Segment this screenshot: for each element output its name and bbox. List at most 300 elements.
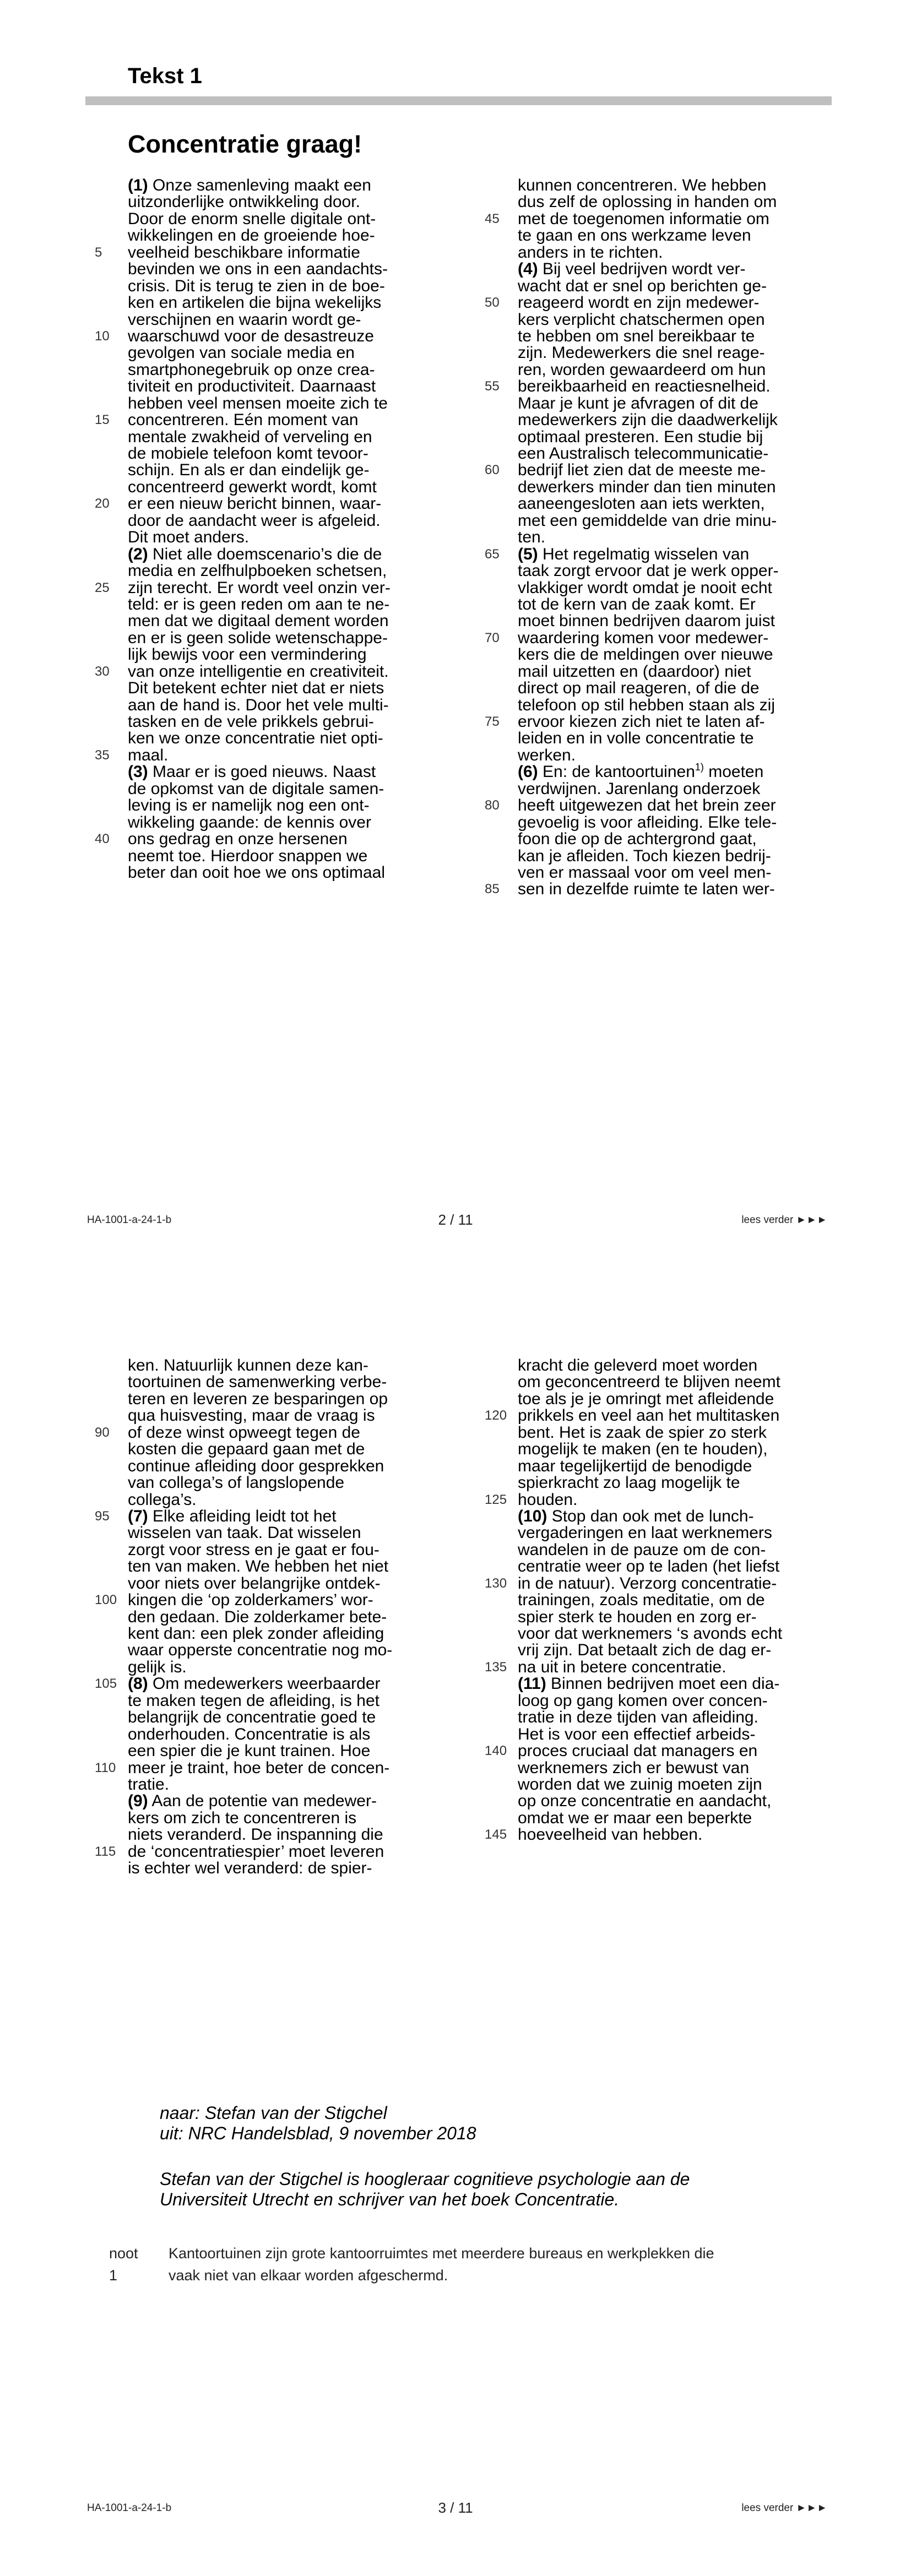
- paragraph-number: (9): [128, 1792, 148, 1811]
- line-text: in de natuur). Verzorg concentratie-: [518, 1574, 777, 1593]
- text-line: [518, 429, 854, 445]
- text-line: [128, 1726, 464, 1743]
- line-text: ten.: [518, 528, 546, 547]
- line-text: Dit betekent echter niet dat er niets: [128, 679, 384, 698]
- text-line: [128, 479, 464, 496]
- line-text: foon die op de achtergrond gaat,: [518, 830, 757, 849]
- text-line: [128, 194, 464, 210]
- line-text: kers om zich te concentreren is: [128, 1808, 357, 1827]
- text-line: [128, 462, 464, 479]
- text-line: [128, 1642, 464, 1659]
- line-text: kers verplicht chatschermen open: [518, 310, 765, 329]
- line-number: 40: [95, 832, 110, 847]
- line-text: hebben veel mensen moeite zich te: [128, 394, 388, 412]
- line-text: met een gemiddelde van drie minu-: [518, 511, 777, 530]
- line-text: mail uitzetten en (daardoor) niet: [518, 662, 751, 681]
- text-line: [485, 1657, 854, 1676]
- text-column-right: [485, 176, 854, 899]
- line-text: werken.: [518, 746, 576, 764]
- line-text: een spier die je kunt trainen. Hoe: [128, 1742, 371, 1760]
- line-text: Het regelmatig wisselen van: [538, 545, 750, 563]
- line-text: taak zorgt ervoor dat je werk opper-: [518, 562, 779, 580]
- line-text: vlakkiger wordt omdat je nooit echt: [518, 578, 772, 597]
- footnote-marker: 1): [695, 762, 704, 773]
- line-text: worden dat we zuinig moeten zijn: [518, 1775, 762, 1794]
- text-line: [518, 1542, 854, 1558]
- text-line: [518, 278, 854, 295]
- text-line: [95, 327, 464, 345]
- text-line: [128, 1626, 464, 1642]
- text-line: [128, 596, 464, 613]
- page-number: 2 / 11: [438, 1211, 473, 1228]
- text-line: [518, 1508, 854, 1525]
- page-3: [0, 1288, 911, 2576]
- text-line: [518, 177, 854, 194]
- line-number: 35: [95, 747, 110, 763]
- line-text: heeft uitgewezen dat het brein zeer: [518, 796, 776, 815]
- line-text: leving is er namelijk nog een ont-: [128, 796, 370, 815]
- line-text: direct op mail reageren, of die de: [518, 679, 760, 698]
- text-line: [128, 1391, 464, 1407]
- text-line: [518, 831, 854, 847]
- text-line: [128, 697, 464, 714]
- line-text: Maar er is goed nieuws. Naast: [148, 763, 376, 781]
- text-line: [518, 764, 854, 780]
- line-number: 85: [485, 882, 500, 897]
- text-line: [518, 1592, 854, 1608]
- line-text: bereikbaarheid en reactiesnelheid.: [518, 377, 771, 396]
- line-text: moet binnen bedrijven daarom juist: [518, 612, 775, 631]
- line-text: zorgt voor stress en je gaat er fou-: [128, 1540, 379, 1559]
- text-line: [518, 664, 854, 680]
- text-line: [128, 1475, 464, 1491]
- line-text: de opkomst van de digitale samen-: [128, 779, 384, 798]
- line-text: Niet alle doemscenario’s die de: [148, 545, 382, 563]
- line-text: kent dan: een plek zonder afleiding: [128, 1624, 384, 1643]
- line-number: 55: [485, 379, 500, 394]
- line-text: dus zelf de oplossing in handen om: [518, 193, 777, 211]
- text-line: [485, 1406, 854, 1425]
- text-line: [128, 814, 464, 831]
- line-text: kunnen concentreren. We hebben: [518, 176, 767, 194]
- text-line: [128, 529, 464, 546]
- text-line: [128, 1374, 464, 1390]
- text-line: [518, 865, 854, 881]
- footnote-text: [169, 2242, 857, 2286]
- text-line: [518, 1709, 854, 1726]
- text-line: [128, 177, 464, 194]
- line-text: Het is voor een effectief arbeids-: [518, 1725, 756, 1743]
- text-line: [128, 1776, 464, 1793]
- line-text: wacht dat er snel op berichten ge-: [518, 276, 767, 295]
- line-text: teld: er is geen reden om aan te ne-: [128, 595, 390, 613]
- text-line: [95, 1423, 464, 1442]
- text-line: [128, 395, 464, 412]
- line-text: centratie weer op te laden (het liefst: [518, 1557, 780, 1576]
- text-line: [518, 1760, 854, 1776]
- source-attribution: [160, 2103, 821, 2144]
- line-text: ken we onze concentratie niet opti-: [128, 729, 383, 748]
- text-line: [518, 1693, 854, 1709]
- text-line: [518, 848, 854, 865]
- text-line: [95, 1675, 464, 1693]
- line-text: ren, worden gewaardeerd om hun: [518, 360, 766, 379]
- text-line: [128, 295, 464, 311]
- text-line: [128, 1659, 464, 1676]
- text-line: [485, 1574, 854, 1593]
- text-line: [128, 1575, 464, 1592]
- title-rule: [85, 96, 832, 105]
- text-line: [485, 1490, 854, 1509]
- text-line: [128, 563, 464, 579]
- text-line: [518, 1793, 854, 1809]
- footnote-label: noot 1: [109, 2245, 138, 2284]
- text-line: [518, 395, 854, 412]
- text-line: [518, 244, 854, 261]
- line-text: van onze intelligentie en creativiteit.: [128, 662, 389, 681]
- text-line: [128, 1743, 464, 1759]
- line-text: op onze concentratie en aandacht,: [518, 1792, 772, 1811]
- line-text: verdwijnen. Jarenlang onderzoek: [518, 779, 761, 798]
- text-line: [128, 1357, 464, 1374]
- paragraph-number: (1): [128, 176, 148, 194]
- line-number: 65: [485, 546, 500, 562]
- text-line: [128, 613, 464, 629]
- page-number: 3 / 11: [438, 2499, 473, 2516]
- text-line: [485, 1742, 854, 1760]
- line-number: 115: [95, 1844, 116, 1859]
- text-line: [128, 1860, 464, 1877]
- text-line: [518, 1776, 854, 1793]
- line-text: maar tegelijkertijd de benodigde: [518, 1457, 752, 1475]
- text-line: [128, 1709, 464, 1726]
- line-number: 100: [95, 1593, 117, 1608]
- line-text: toortuinen de samenwerking verbe-: [128, 1373, 387, 1392]
- paragraph-number: (5): [518, 545, 538, 563]
- source-publication: uit: NRC Handelsblad, 9 november 2018: [160, 2123, 476, 2143]
- text-line: [518, 1726, 854, 1743]
- line-text: aan de hand is. Door het vele multi-: [128, 695, 389, 714]
- line-number: 20: [95, 496, 110, 512]
- line-text: waarschuwd voor de desastreuze: [128, 327, 374, 345]
- text-line: [128, 646, 464, 663]
- line-text: wikkeling gaande: de kennis over: [128, 813, 371, 832]
- line-text: tasken en de vele prikkels gebrui-: [128, 713, 374, 731]
- paragraph-number: (8): [128, 1675, 148, 1693]
- text-line: [518, 496, 854, 512]
- text-line: [95, 494, 464, 513]
- line-text: optimaal presteren. Een studie bij: [518, 427, 763, 446]
- text-line: [128, 513, 464, 529]
- text-line: [518, 1642, 854, 1659]
- text-line: [518, 814, 854, 831]
- text-line: [518, 563, 854, 579]
- text-line: [518, 646, 854, 663]
- line-text: kingen die ‘op zolderkamers’ wor-: [128, 1591, 373, 1610]
- line-text: hoeveelheid van hebben.: [518, 1825, 703, 1844]
- line-text: ven er massaal voor om veel men-: [518, 863, 772, 882]
- text-line: [128, 865, 464, 881]
- text-line: [95, 830, 464, 849]
- line-text: tot de kern van de zaak komt. Er: [518, 595, 756, 613]
- text-line: [518, 1475, 854, 1491]
- line-text: van collega’s of langslopende: [128, 1474, 345, 1492]
- text-line: [518, 1609, 854, 1626]
- line-text: tratie in deze tijden van afleiding.: [518, 1708, 758, 1727]
- line-text: beter dan ooit hoe we ons optimaal: [128, 863, 385, 882]
- text-line: [128, 378, 464, 395]
- exam-code: HA-1001-a-24-1-b: [87, 2502, 172, 2514]
- line-text: Bij veel bedrijven wordt ver-: [538, 260, 746, 279]
- line-text: vergaderingen en laat werknemers: [518, 1524, 772, 1542]
- text-line: [518, 781, 854, 797]
- text-line: [128, 1693, 464, 1709]
- text-line: [128, 211, 464, 227]
- line-text: Elke afleiding leidt tot het: [148, 1507, 337, 1525]
- continue-indicator: lees verder ►►►: [741, 1214, 827, 1226]
- text-line: [128, 1458, 464, 1475]
- text-line: [128, 362, 464, 378]
- line-text: mentale zwakheid of verveling en: [128, 427, 372, 446]
- text-line: [518, 1425, 854, 1441]
- text-line: [518, 1558, 854, 1575]
- line-text: concentreerd gewerkt wordt, komt: [128, 477, 377, 496]
- text-line: [518, 1391, 854, 1407]
- text-line: [518, 1374, 854, 1390]
- line-text: niets veranderd. De inspanning die: [128, 1825, 383, 1844]
- line-text: smartphonegebruik op onze crea-: [128, 360, 375, 379]
- text-line: [518, 697, 854, 714]
- line-text: Aan de potentie van medewer-: [148, 1792, 377, 1811]
- continue-indicator: lees verder ►►►: [741, 2502, 827, 2514]
- line-text: na uit in betere concentratie.: [518, 1657, 726, 1676]
- text-line: [518, 580, 854, 596]
- author-bio: [160, 2169, 821, 2210]
- line-text: moeten: [703, 763, 764, 781]
- author-bio-line: Stefan van der Stigchel is hoogleraar cognitieve psychologie aan de: [160, 2169, 690, 2189]
- line-text: er een nieuw bericht binnen, waar-: [128, 494, 382, 513]
- line-text: Stop dan ook met de lunch-: [547, 1507, 754, 1525]
- text-line: [128, 714, 464, 730]
- line-number: 130: [485, 1575, 507, 1591]
- text-line: [485, 461, 854, 480]
- line-text: een Australisch telecommunicatie-: [518, 444, 769, 463]
- line-text: spier sterk te houden en zorg er-: [518, 1607, 757, 1626]
- line-text: Maar je kunt je afvragen of dit de: [518, 394, 758, 412]
- line-text: schijn. En als er dan eindelijk ge-: [128, 461, 370, 480]
- text-line: [128, 630, 464, 646]
- text-line: [518, 227, 854, 244]
- text-line: [128, 680, 464, 697]
- line-text: of deze winst opweegt tegen de: [128, 1423, 360, 1442]
- text-line: [95, 1758, 464, 1777]
- line-text: anders in te richten.: [518, 243, 663, 262]
- line-text: lijk bewijs voor een vermindering: [128, 645, 367, 664]
- text-line: [485, 1825, 854, 1844]
- line-text: ons gedrag en onze hersenen: [128, 830, 348, 849]
- text-line: [128, 546, 464, 563]
- text-line: [485, 628, 854, 647]
- line-text: continue afleiding door gesprekken: [128, 1457, 384, 1475]
- line-text: verschijnen en waarin wordt ge-: [128, 310, 361, 329]
- line-number: 95: [95, 1508, 110, 1524]
- line-text: toe als je je omringt met afleidende: [518, 1389, 774, 1408]
- line-text: neemt toe. Hierdoor snappen we: [128, 846, 368, 865]
- line-text: te maken tegen de afleiding, is het: [128, 1691, 379, 1710]
- line-number: 105: [95, 1676, 117, 1692]
- text-line: [518, 261, 854, 278]
- footnote-line: Kantoortuinen zijn grote kantoorruimtes met meerdere bureaus en werkplekken die: [169, 2245, 714, 2262]
- line-text: reageerd wordt en zijn medewer-: [518, 294, 760, 312]
- line-text: ten van maken. We hebben het niet: [128, 1557, 389, 1576]
- text-line: [518, 1676, 854, 1692]
- line-text: bent. Het is zaak de spier zo sterk: [518, 1423, 767, 1442]
- line-number: 90: [95, 1425, 110, 1440]
- text-line: [518, 1357, 854, 1374]
- text-line: [485, 796, 854, 815]
- line-number: 70: [485, 630, 500, 645]
- line-text: loog op gang komen over concen-: [518, 1691, 768, 1710]
- line-text: sen in dezelfde ruimte te laten wer-: [518, 880, 775, 899]
- text-line: [518, 362, 854, 378]
- text-line: [128, 1542, 464, 1558]
- line-text: aaneengesloten aan iets werkten,: [518, 494, 765, 513]
- line-text: leiden en in volle concentratie te: [518, 729, 754, 748]
- text-line: [95, 1842, 464, 1861]
- text-line: [518, 1810, 854, 1827]
- line-text: media en zelfhulpboeken schetsen,: [128, 562, 387, 580]
- line-text: werknemers zich er bewust van: [518, 1758, 750, 1777]
- line-text: om geconcentreerd te blijven neemt: [518, 1373, 780, 1392]
- line-text: kracht die geleverd moet worden: [518, 1356, 758, 1374]
- text-line: [518, 345, 854, 361]
- text-line: [128, 781, 464, 797]
- source-author: naar: Stefan van der Stigchel: [160, 2103, 387, 2123]
- line-text: te hebben om snel bereikbaar te: [518, 327, 755, 345]
- text-line: [128, 345, 464, 361]
- line-text: den gedaan. Die zolderkamer bete-: [128, 1607, 387, 1626]
- paragraph-number: (10): [518, 1507, 547, 1525]
- line-text: kosten die gepaard gaan met de: [128, 1440, 365, 1459]
- line-text: telefoon op stil hebben staan als zij: [518, 695, 775, 714]
- line-text: meer je traint, hoe beter de concen-: [128, 1758, 390, 1777]
- text-line: [518, 1525, 854, 1541]
- line-number: 120: [485, 1408, 507, 1423]
- line-text: qua huisvesting, maar de vraag is: [128, 1406, 375, 1425]
- text-line: [518, 312, 854, 328]
- text-line: [128, 1558, 464, 1575]
- article-title: Concentratie graag!: [128, 130, 362, 158]
- line-text: gelijk is.: [128, 1657, 187, 1676]
- text-line: [485, 294, 854, 312]
- line-number: 45: [485, 211, 500, 226]
- line-number: 75: [485, 714, 500, 729]
- text-column-right: [485, 1356, 854, 1844]
- line-number: 30: [95, 664, 110, 679]
- text-line: [95, 243, 464, 262]
- text-line: [518, 747, 854, 764]
- line-text: wisselen van taak. Dat wisselen: [128, 1524, 361, 1542]
- line-text: En: de kantoortuinen: [538, 763, 695, 781]
- line-text: ken. Natuurlijk kunnen deze kan-: [128, 1356, 368, 1374]
- text-line: [128, 1793, 464, 1809]
- line-text: Dit moet anders.: [128, 528, 250, 547]
- text-line: [95, 411, 464, 430]
- text-line: [485, 209, 854, 228]
- text-line: [128, 261, 464, 278]
- line-text: omdat we er maar een beperkte: [518, 1808, 752, 1827]
- paragraph-number: (11): [518, 1675, 546, 1693]
- line-number: 50: [485, 295, 500, 311]
- line-text: gevoelig is voor afleiding. Elke tele-: [518, 813, 777, 832]
- line-number: 60: [485, 463, 500, 478]
- text-line: [518, 680, 854, 697]
- line-text: collega’s.: [128, 1490, 197, 1509]
- text-line: [128, 445, 464, 462]
- text-line: [128, 764, 464, 780]
- text-line: [95, 1507, 464, 1525]
- line-text: medewerkers zijn die daadwerkelijk: [518, 411, 778, 430]
- line-text: waardering komen voor medewer-: [518, 628, 769, 647]
- line-text: met de toegenomen informatie om: [518, 209, 769, 228]
- line-text: ken en artikelen die bijna wekelijks: [128, 294, 382, 312]
- line-number: 110: [95, 1760, 116, 1775]
- text-line: [128, 730, 464, 747]
- text-line: [128, 278, 464, 295]
- line-number: 145: [485, 1827, 507, 1843]
- text-line: [128, 1827, 464, 1843]
- text-line: [95, 662, 464, 681]
- text-line: [128, 1441, 464, 1458]
- line-text: is echter wel veranderd: de spier-: [128, 1859, 372, 1878]
- line-text: tratie.: [128, 1775, 170, 1794]
- text-line: [518, 596, 854, 613]
- line-text: door de aandacht weer is afgeleid.: [128, 511, 381, 530]
- text-line: [128, 429, 464, 445]
- line-text: kan je afleiden. Toch kiezen bedrij-: [518, 846, 771, 865]
- line-text: voor dat werknemers ‘s avonds echt: [518, 1624, 783, 1643]
- line-text: concentreren. Eén moment van: [128, 411, 359, 430]
- line-text: wikkelingen en de groeiende hoe-: [128, 226, 375, 245]
- line-text: prikkels en veel aan het multitasken: [518, 1406, 780, 1425]
- line-text: trainingen, zoals meditatie, om de: [518, 1591, 765, 1610]
- line-text: wandelen in de pauze om de con-: [518, 1540, 766, 1559]
- line-text: zijn. Medewerkers die snel reage-: [518, 344, 765, 362]
- line-text: tiviteit en productiviteit. Daarnaast: [128, 377, 376, 396]
- text-line: [95, 746, 464, 764]
- line-number: 10: [95, 328, 110, 344]
- line-text: de mobiele telefoon komt tevoor-: [128, 444, 368, 463]
- text-line: [518, 730, 854, 747]
- line-text: bedrijf liet zien dat de meeste me-: [518, 461, 766, 480]
- author-bio-line: Universiteit Utrecht en schrijver van het boek Concentratie.: [160, 2189, 620, 2209]
- text-line: [128, 312, 464, 328]
- line-number: 25: [95, 580, 110, 595]
- text-line: [128, 797, 464, 814]
- line-text: onderhouden. Concentratie is als: [128, 1725, 371, 1743]
- line-text: vrij zijn. Dat betaalt zich de dag er-: [518, 1641, 772, 1660]
- text-line: [518, 412, 854, 428]
- line-text: proces cruciaal dat managers en: [518, 1742, 758, 1760]
- text-line: [485, 713, 854, 731]
- text-line: [518, 513, 854, 529]
- line-text: houden.: [518, 1490, 578, 1509]
- line-text: men dat we digitaal dement worden: [128, 612, 389, 631]
- line-text: Om medewerkers weerbaarder: [148, 1675, 381, 1693]
- line-text: mogelijk te maken (en te houden),: [518, 1440, 768, 1459]
- text-line: [518, 445, 854, 462]
- line-text: ervoor kiezen zich niet te laten af-: [518, 713, 765, 731]
